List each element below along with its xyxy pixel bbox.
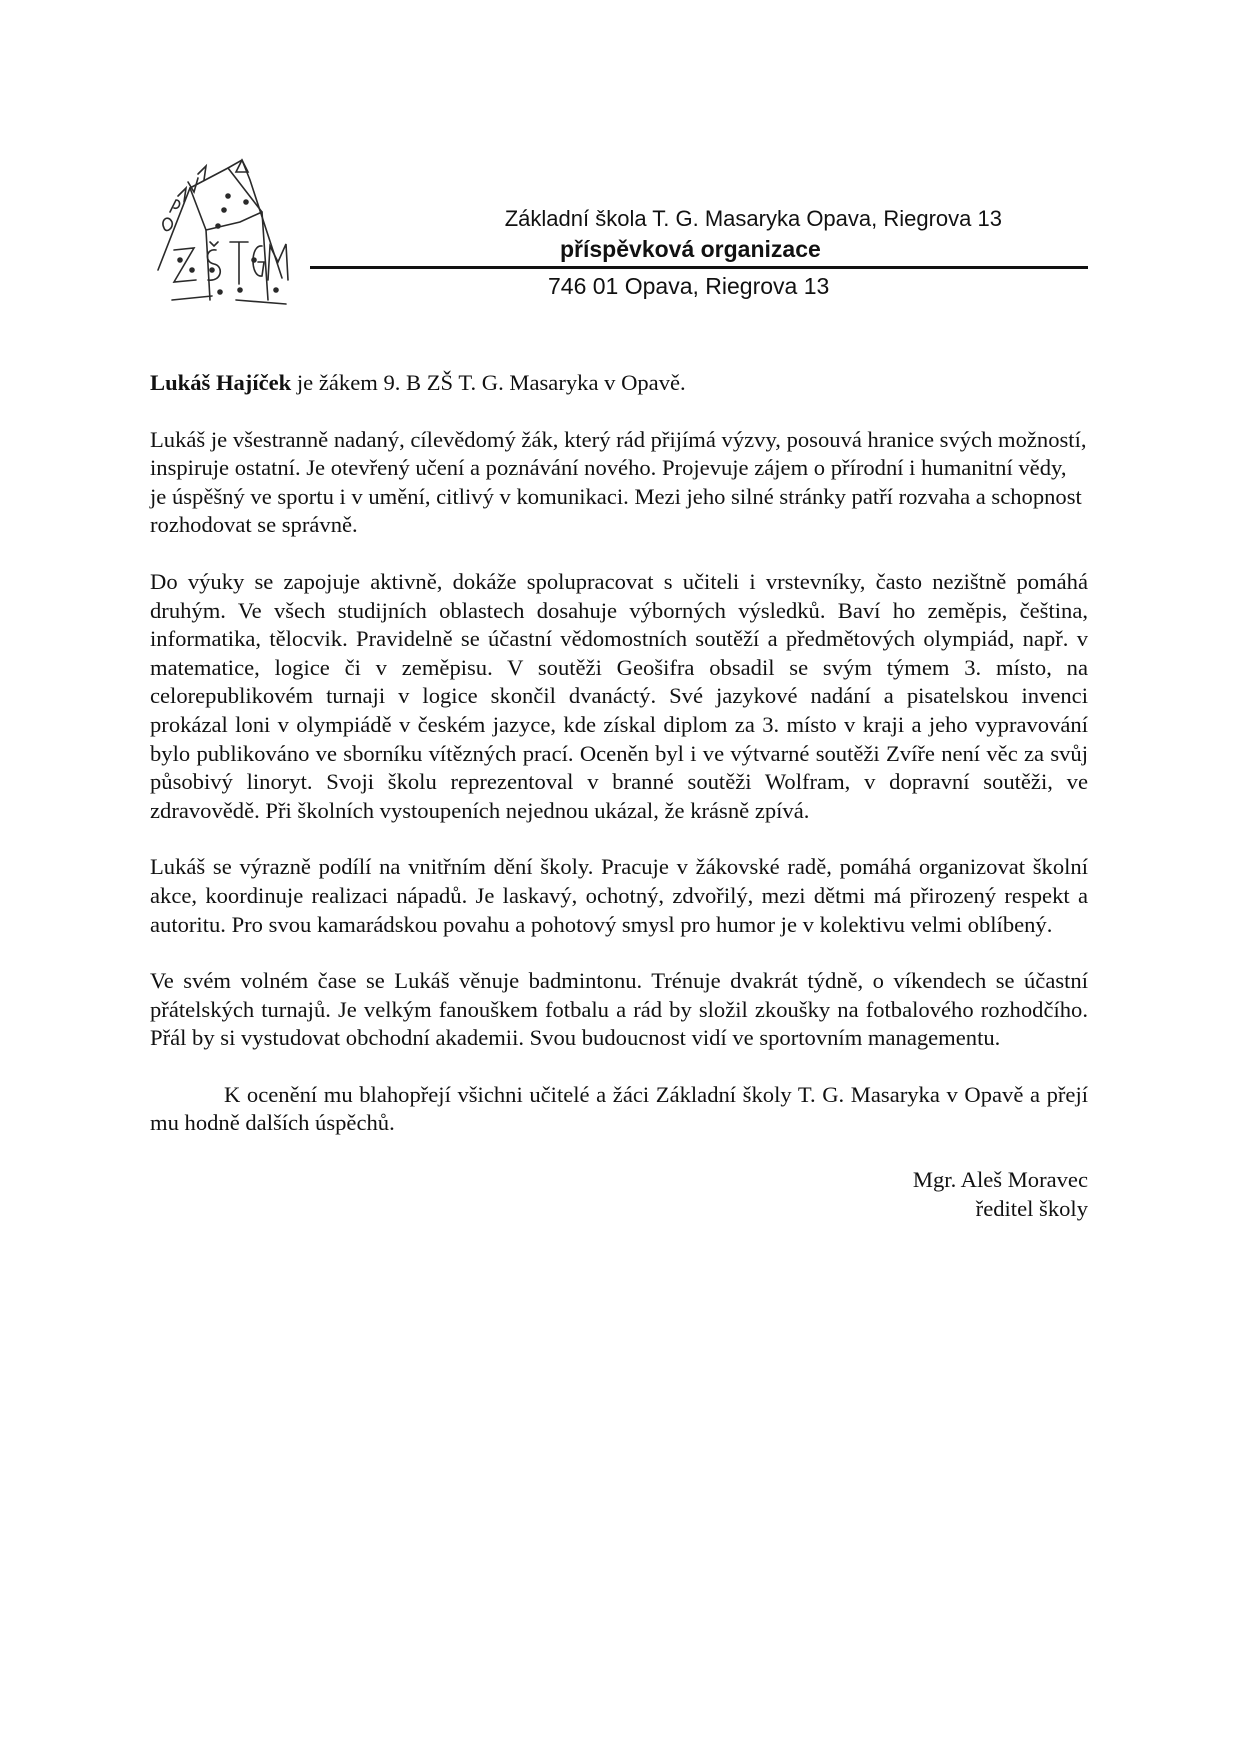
paragraph-4: Ve svém volném čase se Lukáš věnuje badmintonu. Trénuje dvakrát týdně, o víkendech se účastní přátelských turnajů. Je velkým fanouškem fotbalu a rád by složil zkoušky na fotbalového rozhodčího. Přál by si vystudovat obchodní akademii. Svou budoucnost vidí ve sportovním managementu. [150, 968, 1088, 1051]
signatory-title: ředitel školy [975, 1195, 1088, 1221]
student-name: Lukáš Hajíček [150, 370, 292, 395]
closing-paragraph: K ocenění mu blahopřejí všichni učitelé a žáci Základní školy T. G. Masaryka v Opavě a přejí mu hodně dalších úspěchů. [150, 1081, 1088, 1136]
letterhead [310, 204, 1088, 303]
paragraph-1: Lukáš je všestranně nadaný, cílevědomý žák, který rád přijímá výzvy, posouvá hranice svých možností, inspiruje ostatní. Je otevřený učení a poznávání nového. Projevuje zájem o přírodní i humanitní vědy, je úspěšný ve sportu i v umění, citlivý v komunikaci. Mezi jeho silné stránky patří rozvaha a schopnost rozhodovat se správně. [150, 426, 1087, 538]
paragraph-2: Do výuky se zapojuje aktivně, dokáže spolupracovat s učiteli i vrstevníky, často nezištně pomáhá druhým. Ve všech studijních oblastech dosahuje výborných výsledků. Baví ho zeměpis, čeština, informatika, tělocvik. Pravidelně se účastní vědomostních soutěží a předmětových olympiád, např. v matematice, logice či v zeměpisu. V soutěži Geošifra obsadil se svým týmem 3. místo, na celorepublikovém turnaji v logice skončil dvanáctý. Své jazykové nadání a pisatelskou invenci prokázal loni v olympiádě v českém jazyce, kde získal diplom za 3. místo v kraji a jeho vypravování bylo publikováno ve sborníku vítězných prací. Oceněn byl i ve výtvarné soutěži Zvíře není věc za svůj působivý linoryt. Svoji školu reprezentoval v branné soutěži Wolfram, v dopravní soutěži, ve zdravovědě. Při školních vystoupeních nejednou ukázal, že krásně zpívá. [150, 568, 1088, 823]
intro-line [150, 369, 1088, 398]
signature-block [150, 1166, 1088, 1223]
signatory-name: Mgr. Aleš Moravec [912, 1167, 1088, 1193]
school-address: 746 01 Opava, Riegrova 13 [548, 273, 830, 299]
intro-rest: je žákem 9. B ZŠ T. G. Masaryka v Opavě. [291, 370, 686, 395]
paragraph-3: Lukáš se výrazně podílí na vnitřním dění školy. Pracuje v žákovské radě, pomáhá organizovat školní akce, koordinuje realizaci nápadů. Je laskavý, ochotný, zdvořilý, mezi dětmi má přirozený respekt a autoritu. Pro svou kamarádskou povahu a pohotový smysl pro humor je v kolektivu velmi oblíbený. [150, 854, 1088, 937]
organization-type: příspěvková organizace [310, 234, 1088, 269]
letter-body [150, 369, 1088, 1223]
school-logo-icon [150, 150, 298, 310]
school-name: Základní škola T. G. Masaryka Opava, Riegrova 13 [504, 206, 1002, 231]
